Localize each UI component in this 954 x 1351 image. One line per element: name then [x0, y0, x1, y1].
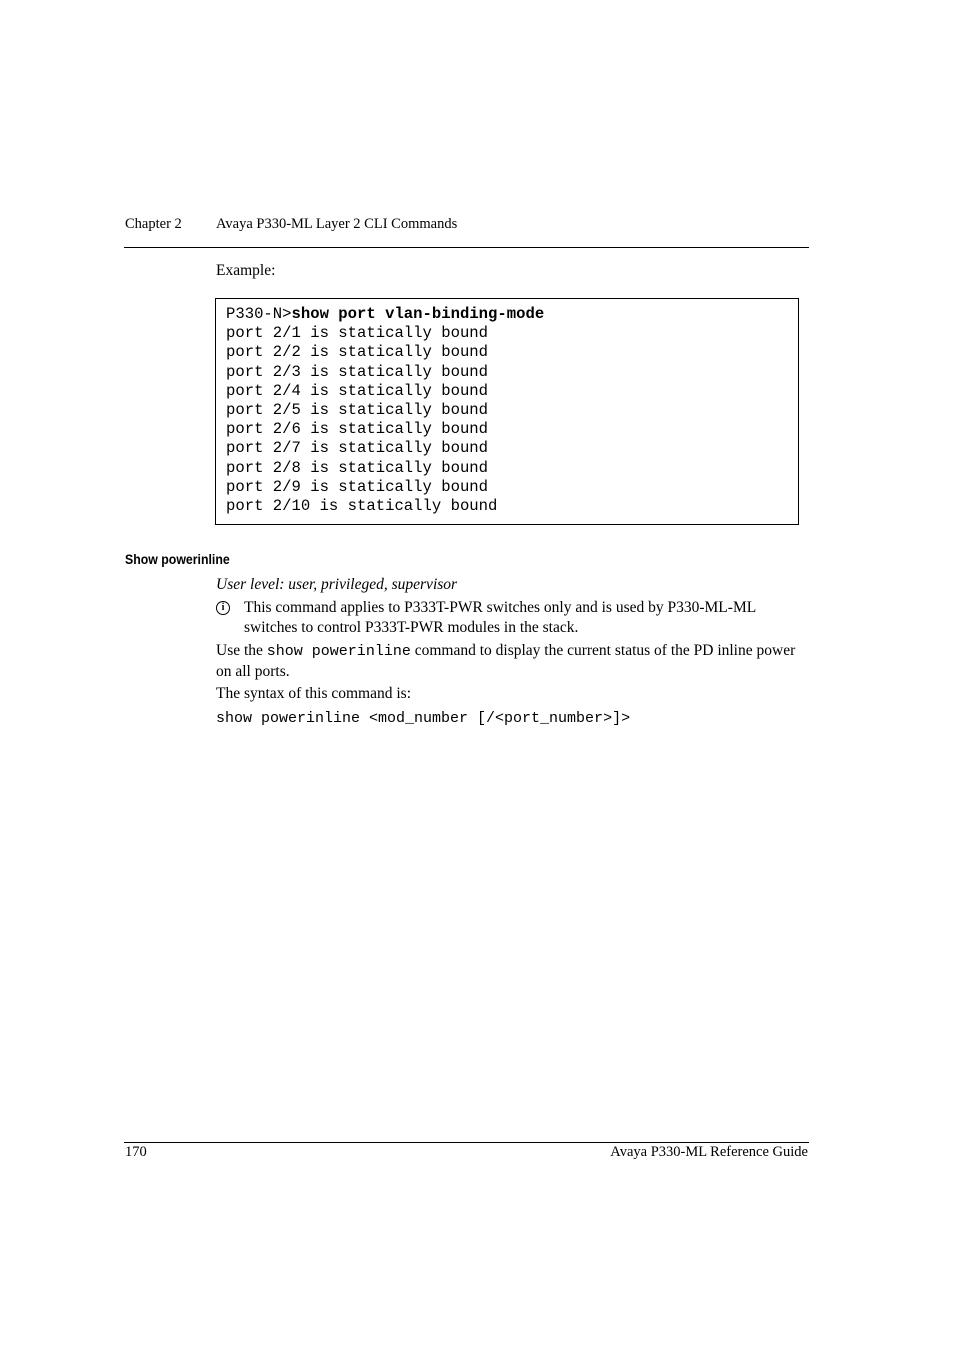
code-output-line: port 2/8 is statically bound	[226, 458, 489, 477]
code-output-line: port 2/4 is statically bound	[226, 381, 489, 400]
syntax-intro: The syntax of this command is:	[216, 685, 412, 702]
code-output-line: port 2/3 is statically bound	[226, 362, 489, 381]
usage-command: show powerinline	[266, 643, 411, 660]
cli-prompt: P330-N>	[226, 305, 292, 323]
code-output-line: port 2/7 is statically bound	[226, 439, 489, 458]
header-chapter: Chapter 2	[125, 216, 182, 232]
code-output-line: port 2/6 is statically bound	[226, 420, 489, 439]
usage-paragraph	[216, 641, 796, 681]
code-output-line: port 2/2 is statically bound	[226, 343, 489, 362]
user-level: User level: user, privileged, supervisor	[216, 576, 458, 593]
page-number: 170	[125, 1144, 147, 1160]
code-output-line: port 2/9 is statically bound	[226, 477, 489, 496]
info-icon: i	[216, 601, 230, 615]
code-lines	[226, 305, 544, 516]
note-text: This command applies to P333T-PWR switches only and is used by P330-ML-ML switches to control P333T-PWR modules in the stack.	[244, 599, 756, 636]
code-output-line: port 2/5 is statically bound	[226, 400, 489, 419]
footer-divider	[124, 1142, 809, 1143]
code-output-line: port 2/10 is statically bound	[226, 496, 498, 515]
syntax-line: show powerinline <mod_number [/<port_number>]>	[216, 710, 631, 727]
usage-prefix: Use the	[216, 642, 267, 659]
code-output-line: port 2/1 is statically bound	[226, 324, 489, 343]
section-heading: Show powerinline	[125, 551, 230, 567]
code-command-line	[226, 305, 544, 324]
example-label: Example:	[216, 262, 276, 279]
header-divider	[124, 247, 809, 248]
footer-guide-title: Avaya P330-ML Reference Guide	[610, 1144, 808, 1160]
usage-suffix: command to display the current status of the PD inline power on all ports.	[216, 642, 796, 680]
cli-command: show port vlan-binding-mode	[291, 305, 545, 323]
header-title: Avaya P330-ML Layer 2 CLI Commands	[216, 216, 458, 232]
code-example-box	[215, 298, 799, 525]
